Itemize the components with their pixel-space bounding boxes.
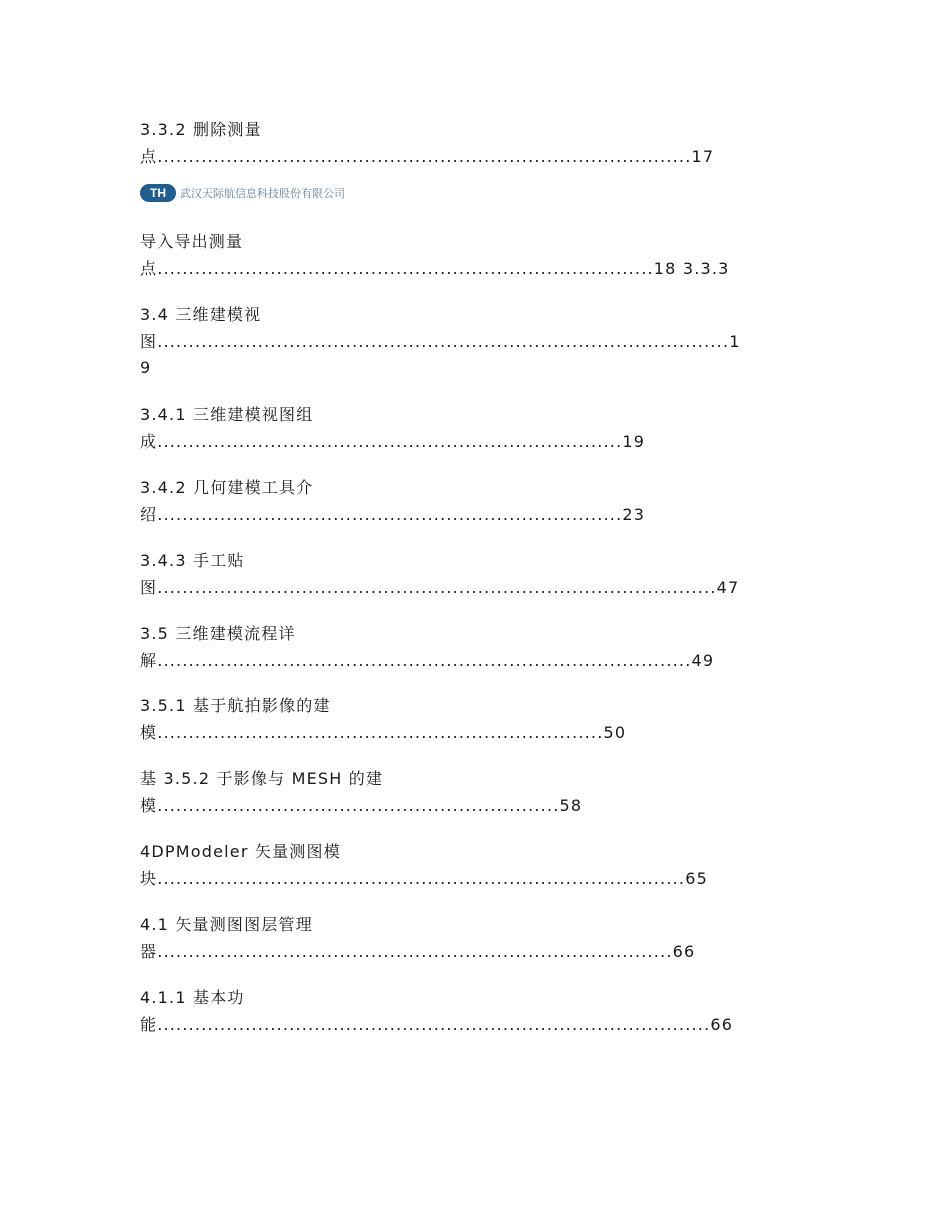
toc-lead-char: 图 [140,578,158,597]
toc-leader-line[interactable] [140,147,714,167]
toc-dot-leader: ........................................................................................... [157,332,730,351]
toc-dot-leader: .................................................................................. [157,942,673,961]
toc-leader-line[interactable] [140,332,741,352]
toc-lead-char: 模 [140,796,158,815]
toc-page-number: 58 [559,796,583,815]
toc-page-number: 65 [685,869,708,888]
toc-lead-char: 解 [140,651,158,670]
toc-heading[interactable]: 3.4 三维建模视 [140,305,262,324]
toc-leader-line[interactable] [140,651,714,671]
toc-lead-char: 绍 [140,505,158,524]
toc-heading[interactable]: 3.4.1 三维建模视图组 [140,405,314,424]
toc-dot-leader: ................................................................ [157,796,560,815]
toc-leader-line[interactable] [140,578,739,598]
toc-leader-line[interactable] [140,505,645,525]
toc-heading[interactable]: 基 3.5.2 于影像与 MESH 的建 [140,769,384,788]
toc-lead-char: 块 [140,869,158,888]
toc-lead-char: 能 [140,1015,158,1034]
toc-leader-line[interactable] [140,432,645,452]
toc-lead-char: 点 [140,259,158,278]
toc-page-number: 17 [691,147,715,166]
toc-page-number: 18 3.3.3 [653,259,730,278]
toc-page-number: 66 [672,942,696,961]
toc-heading[interactable]: 导入导出测量 [140,232,244,251]
toc-leader-line[interactable] [140,259,730,279]
logo-text: 武汉天际航信息科技股份有限公司 [180,187,345,200]
toc-dot-leader: ....................................................................... [157,723,604,742]
toc-lead-char: 图 [140,332,158,351]
toc-heading[interactable]: 3.5 三维建模流程详 [140,624,296,643]
toc-heading[interactable]: 4DPModeler 矢量测图模 [140,842,341,861]
toc-dot-leader: ..................................................................................... [157,147,692,166]
toc-dot-leader: .......................................................................... [157,505,623,524]
toc-lead-char: 器 [140,942,158,961]
toc-page-number: 1 [729,332,741,351]
toc-leader-line[interactable] [140,942,695,962]
toc-dot-leader: ..................................................................................... [157,651,692,670]
toc-heading[interactable]: 3.3.2 删除测量 [140,120,262,139]
toc-lead-char: 点 [140,147,158,166]
toc-page-number: 49 [691,651,715,670]
toc-lead-char: 成 [140,432,158,451]
toc-heading[interactable]: 3.4.3 手工贴 [140,551,245,570]
toc-heading[interactable]: 4.1 矢量测图图层管理 [140,915,313,934]
toc-dot-leader: ............................................................................... [157,259,654,278]
toc-heading[interactable]: 3.4.2 几何建模工具介 [140,478,314,497]
toc-page-number: 23 [622,505,646,524]
toc-heading[interactable]: 3.5.1 基于航拍影像的建 [140,696,331,715]
toc-heading[interactable]: 4.1.1 基本功 [140,988,245,1007]
toc-page-number: 19 [622,432,646,451]
toc-page-number-wrap: 9 [140,358,152,377]
toc-dot-leader: ......................................................................................... [157,578,717,597]
toc-leader-line[interactable] [140,723,626,743]
toc-leader-line[interactable] [140,1015,733,1035]
toc-dot-leader: ........................................................................................ [157,1015,711,1034]
toc-page-number: 50 [603,723,627,742]
company-logo [140,184,345,202]
toc-page-number: 47 [716,578,740,597]
toc-leader-line[interactable] [140,869,708,889]
toc-dot-leader: .......................................................................... [157,432,623,451]
toc-lead-char: 模 [140,723,158,742]
toc-dot-leader: .................................................................................... [157,869,686,888]
logo-mark: TH [140,184,176,202]
toc-page-number: 66 [710,1015,734,1034]
toc-leader-line[interactable] [140,796,582,816]
